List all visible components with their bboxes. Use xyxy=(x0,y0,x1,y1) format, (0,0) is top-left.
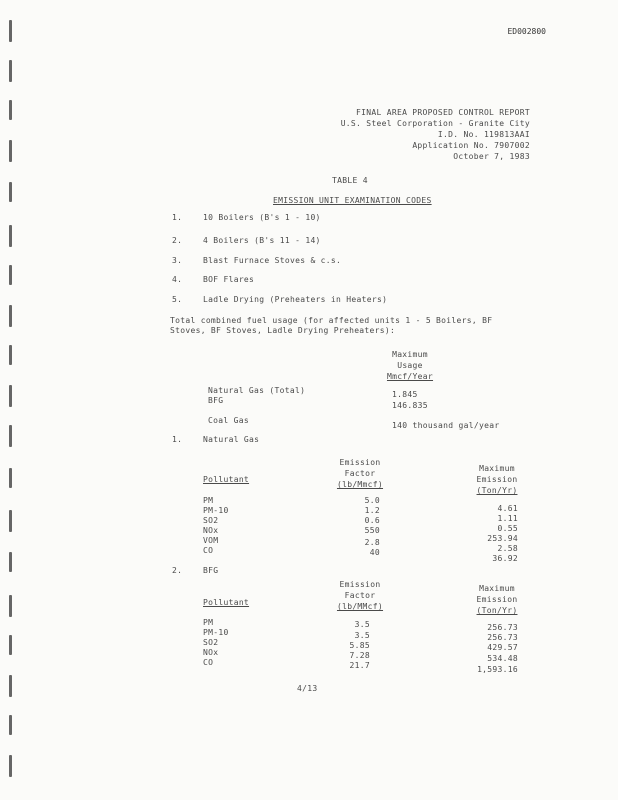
scan-edge-mark xyxy=(9,468,12,488)
section-number: 1. xyxy=(172,435,183,444)
unit-number: 3. xyxy=(172,256,183,265)
pollutant: PM-10 xyxy=(203,506,229,515)
emission-factor: 7.28 xyxy=(349,651,370,660)
scan-edge-mark xyxy=(9,265,12,285)
column-header: Emission xyxy=(476,595,518,604)
scan-edge-mark xyxy=(9,510,12,532)
unit-number: 5. xyxy=(172,295,183,304)
fuel-value: 140 thousand gal/year xyxy=(392,421,500,430)
header-line: October 7, 1983 xyxy=(453,152,530,161)
column-header: Pollutant xyxy=(203,475,250,484)
emission-factor: 5.0 xyxy=(364,496,380,505)
scan-edge-mark xyxy=(9,595,12,617)
section-title: BFG xyxy=(203,566,219,575)
unit-number: 2. xyxy=(172,236,183,245)
scan-edge-mark xyxy=(9,100,12,120)
max-emission: 256.73 xyxy=(487,633,518,642)
max-emission: 2.58 xyxy=(497,544,518,553)
fuel-value: 1.845 xyxy=(392,390,418,399)
scan-edge-mark xyxy=(9,425,12,447)
unit-number: 4. xyxy=(172,275,183,284)
pollutant: CO xyxy=(203,546,214,555)
column-header: Maximum xyxy=(479,464,515,473)
unit-description: Ladle Drying (Preheaters in Heaters) xyxy=(203,295,388,304)
max-emission: 253.94 xyxy=(487,534,518,543)
emission-factor: 3.5 xyxy=(354,620,370,629)
max-emission: 36.92 xyxy=(492,554,518,563)
section-title: EMISSION UNIT EXAMINATION CODES xyxy=(273,196,432,205)
scan-edge-mark xyxy=(9,552,12,572)
max-emission: 256.73 xyxy=(487,623,518,632)
unit-description: BOF Flares xyxy=(203,275,255,284)
pollutant: PM xyxy=(203,618,214,627)
scan-edge-mark xyxy=(9,755,12,777)
header-line: I.D. No. 119813AAI xyxy=(437,130,530,139)
section-number: 2. xyxy=(172,566,183,575)
pollutant: CO xyxy=(203,658,214,667)
column-header: Maximum xyxy=(392,350,428,359)
scan-edge-mark xyxy=(9,225,12,247)
scan-edge-mark xyxy=(9,385,12,407)
emission-factor: 21.7 xyxy=(349,661,370,670)
fuel-label: Natural Gas (Total) xyxy=(208,386,306,395)
column-header: Usage xyxy=(397,361,423,370)
emission-factor: 550 xyxy=(364,526,380,535)
scan-edge-mark xyxy=(9,345,12,365)
max-emission: 534.48 xyxy=(487,654,518,663)
max-emission: 429.57 xyxy=(487,643,518,652)
max-emission: 0.55 xyxy=(497,524,518,533)
column-header: Emission xyxy=(339,458,381,467)
column-header: (lb/Mmcf) xyxy=(336,480,384,489)
scan-edge-mark xyxy=(9,20,12,42)
document-id: ED002800 xyxy=(507,27,546,36)
column-header: Emission xyxy=(476,475,518,484)
emission-factor: 3.5 xyxy=(354,631,370,640)
total-usage-note: Stoves, BF Stoves, Ladle Drying Preheaters): xyxy=(170,326,396,335)
max-emission: 1.11 xyxy=(497,514,518,523)
column-header: (Ton/Yr) xyxy=(476,606,518,615)
header-line: FINAL AREA PROPOSED CONTROL REPORT xyxy=(356,108,530,117)
header-line: U.S. Steel Corporation - Granite City xyxy=(340,119,530,128)
scan-edge-mark xyxy=(9,305,12,327)
emission-factor: 40 xyxy=(369,548,380,557)
scan-edge-mark xyxy=(9,182,12,202)
column-header: Factor xyxy=(344,591,376,600)
max-emission: 4.61 xyxy=(497,504,518,513)
column-header: Factor xyxy=(344,469,376,478)
page-number: 4/13 xyxy=(297,684,318,693)
unit-description: Blast Furnace Stoves & c.s. xyxy=(203,256,342,265)
emission-factor: 1.2 xyxy=(364,506,380,515)
unit-number: 1. xyxy=(172,213,183,222)
pollutant: SO2 xyxy=(203,516,219,525)
unit-description: 4 Boilers (B's 11 - 14) xyxy=(203,236,321,245)
fuel-label: Coal Gas xyxy=(208,416,249,425)
unit-description: 10 Boilers (B's 1 - 10) xyxy=(203,213,321,222)
pollutant: VOM xyxy=(203,536,219,545)
table-label: TABLE 4 xyxy=(332,176,368,185)
scan-edge-mark xyxy=(9,60,12,82)
column-header: Emission xyxy=(339,580,381,589)
column-header: (Ton/Yr) xyxy=(476,486,518,495)
max-emission: 1,593.16 xyxy=(477,665,518,674)
column-header: (lb/MMcf) xyxy=(336,602,384,611)
pollutant: PM xyxy=(203,496,214,505)
emission-factor: 2.8 xyxy=(364,538,380,547)
pollutant: PM-10 xyxy=(203,628,229,637)
scan-edge-mark xyxy=(9,675,12,697)
column-header: Maximum xyxy=(479,584,515,593)
fuel-value: 146.835 xyxy=(392,401,428,410)
scan-edge-mark xyxy=(9,715,12,735)
pollutant: SO2 xyxy=(203,638,219,647)
column-header: Mmcf/Year xyxy=(386,372,434,381)
total-usage-note: Total combined fuel usage (for affected units 1 - 5 Boilers, BF xyxy=(170,316,493,325)
scan-edge-mark xyxy=(9,140,12,162)
scan-edge-mark xyxy=(9,635,12,655)
emission-factor: 5.85 xyxy=(349,641,370,650)
header-line: Application No. 7907002 xyxy=(412,141,530,150)
column-header: Pollutant xyxy=(203,598,250,607)
fuel-label: BFG xyxy=(208,396,224,405)
emission-factor: 0.6 xyxy=(364,516,380,525)
pollutant: NOx xyxy=(203,648,219,657)
section-title: Natural Gas xyxy=(203,435,260,444)
pollutant: NOx xyxy=(203,526,219,535)
